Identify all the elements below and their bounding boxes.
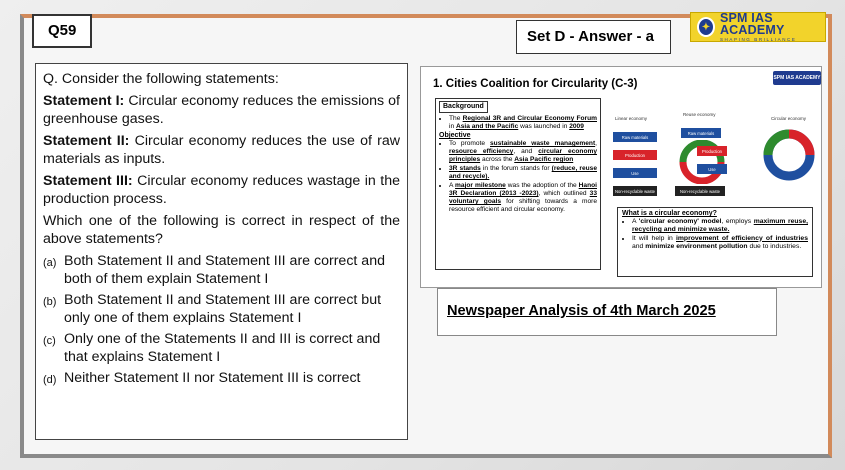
logo-name: SPM IAS ACADEMY	[719, 10, 785, 38]
question-number: Q59	[32, 14, 92, 48]
newspaper-analysis-caption: Newspaper Analysis of 4th March 2025	[437, 288, 777, 336]
statement-1: Statement I: Circular economy reduces the emissions of greenhouse gases.	[43, 92, 400, 127]
linear-production: Production	[613, 150, 657, 160]
economy-diagram	[611, 110, 821, 210]
objective-heading: Objective	[439, 132, 471, 139]
option-d[interactable]: (d) Neither Statement II nor Statement III is correct	[43, 369, 361, 386]
what-point-1: • A 'circular economy' model, employs maximum reuse, recycling and minimize waste.	[632, 218, 808, 234]
reuse-waste: Non-recyclable waste	[675, 186, 725, 196]
statement-3: Statement III: Circular economy reduces wastage in the production process.	[43, 172, 400, 207]
what-point-2: • It will help in improvement of efficiency of industries and minimize environment pollution due to industries.	[632, 235, 808, 251]
what-heading: What is a circular economy?	[622, 210, 717, 217]
newspaper-clipping	[420, 66, 822, 288]
bg-point-4: • A major milestone was the adoption of the Hanoi 3R Declaration (2013 -2023), which outlined 33 voluntary goals for shifting towards a more resource efficient and circular economy.	[449, 182, 597, 214]
question-intro: Q. Consider the following statements:	[43, 71, 279, 87]
linear-use: Use	[613, 168, 657, 178]
linear-raw-materials: Raw materials	[613, 132, 657, 142]
logo-tagline: SHAPING BRILLIANCE	[719, 36, 797, 42]
reuse-economy-label: Reuse economy	[683, 112, 716, 117]
circular-economy-label: Circular economy	[771, 116, 807, 121]
clipping-title: 1. Cities Coalition for Circularity (C-3)	[433, 78, 638, 90]
linear-waste: Non-recyclable waste	[613, 186, 657, 196]
what-is-circular-box	[617, 207, 813, 277]
academy-emblem-icon: ✦	[697, 17, 715, 37]
bg-point-1: • The Regional 3R and Circular Economy Forum in Asia and the Pacific was launched in 2009	[449, 115, 597, 131]
background-box	[435, 98, 601, 270]
objective-point: • To promote sustainable waste management, resource efficiency, and circular economy principles across the Asia Pacific region	[449, 140, 597, 164]
circular-cycle-icon	[759, 124, 819, 186]
reuse-raw-materials: Raw materials	[681, 128, 721, 138]
reuse-use: Use	[697, 164, 727, 174]
question-box	[35, 63, 408, 440]
answer-label: Set D - Answer - a	[516, 20, 671, 54]
statement-2: Statement II: Circular economy reduces the use of raw materials as inputs.	[43, 132, 400, 167]
academy-logo	[690, 12, 826, 42]
bg-point-3: • 3R stands in the forum stands for (reduce, reuse and recycle).	[449, 165, 597, 181]
clipping-logo: SPM IAS ACADEMY	[773, 71, 821, 85]
background-heading: Background	[439, 101, 488, 113]
option-b[interactable]: (b) Both Statement II and Statement III are correct but only one of them explains Statement I	[43, 291, 382, 326]
option-a[interactable]: (a) Both Statement II and Statement III are correct and both of them explain Statement I	[43, 252, 385, 287]
linear-economy-label: Linear economy	[615, 116, 648, 121]
option-c[interactable]: (c) Only one of the Statements II and III is correct and that explains Statement I	[43, 330, 381, 365]
question-prompt: Which one of the following is correct in respect of the above statements?	[43, 212, 400, 247]
reuse-production: Production	[697, 146, 727, 156]
